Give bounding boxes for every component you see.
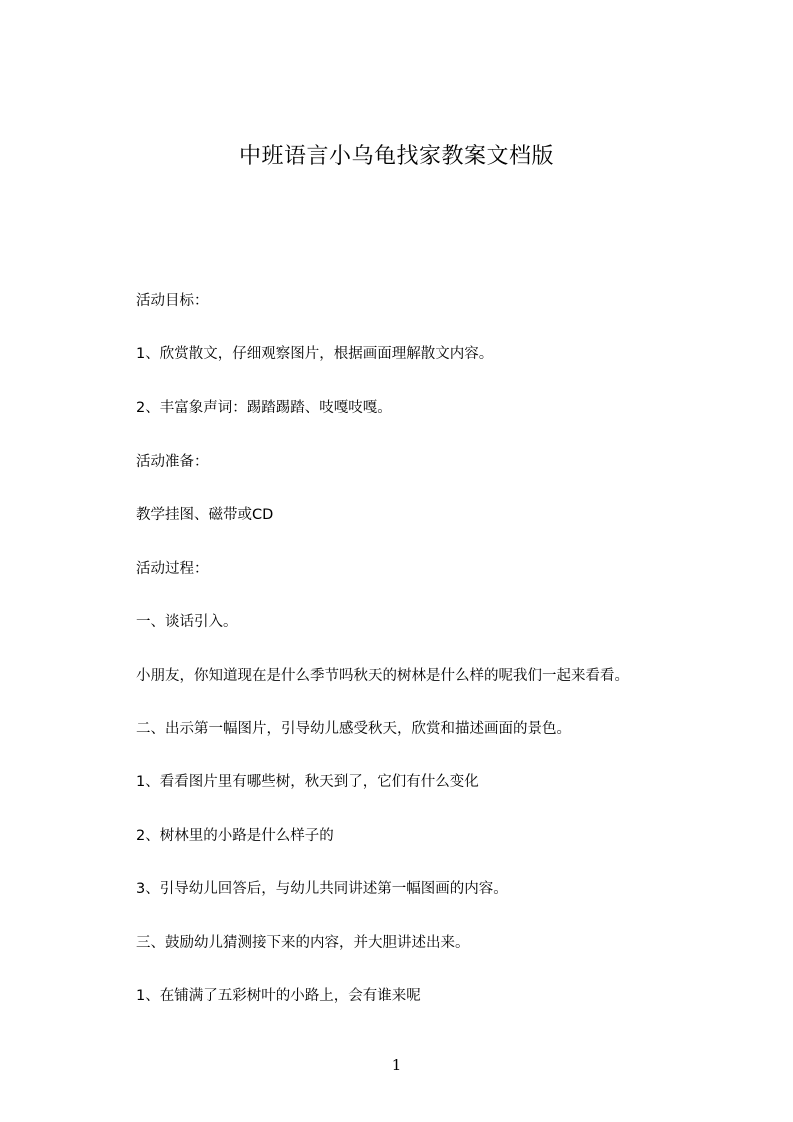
paragraph-line: 1、欣赏散文，仔细观察图片，根据画面理解散文内容。 — [136, 346, 494, 362]
document-title: 中班语言小乌龟找家教案文档版 — [238, 144, 554, 169]
page-number: 1 — [391, 1056, 402, 1074]
paragraph-line: 3、引导幼儿回答后，与幼儿共同讲述第一幅图画的内容。 — [136, 881, 508, 897]
paragraph-line: 三、鼓励幼儿猜测接下来的内容，并大胆讲述出来。 — [136, 935, 470, 951]
paragraph-line: 2、丰富象声词：踢踏踢踏、吱嘎吱嘎。 — [136, 400, 392, 416]
paragraph-line: 1、在铺满了五彩树叶的小路上，会有谁来呢 — [136, 988, 421, 1004]
section-heading-preparation: 活动准备： — [136, 454, 209, 470]
section-heading-process: 活动过程： — [136, 561, 209, 577]
section-heading-goals: 活动目标： — [136, 293, 209, 309]
paragraph-line: 一、谈话引入。 — [136, 614, 238, 630]
paragraph-line: 二、出示第一幅图片，引导幼儿感受秋天，欣赏和描述画面的景色。 — [136, 721, 571, 737]
paragraph-line: 2、树林里的小路是什么样子的 — [136, 828, 334, 844]
paragraph-line: 1、看看图片里有哪些树，秋天到了，它们有什么变化 — [136, 774, 479, 790]
paragraph-line: 教学挂图、磁带或CD — [136, 507, 274, 523]
paragraph-line: 小朋友，你知道现在是什么季节吗秋天的树林是什么样的呢我们一起来看看。 — [136, 668, 629, 684]
